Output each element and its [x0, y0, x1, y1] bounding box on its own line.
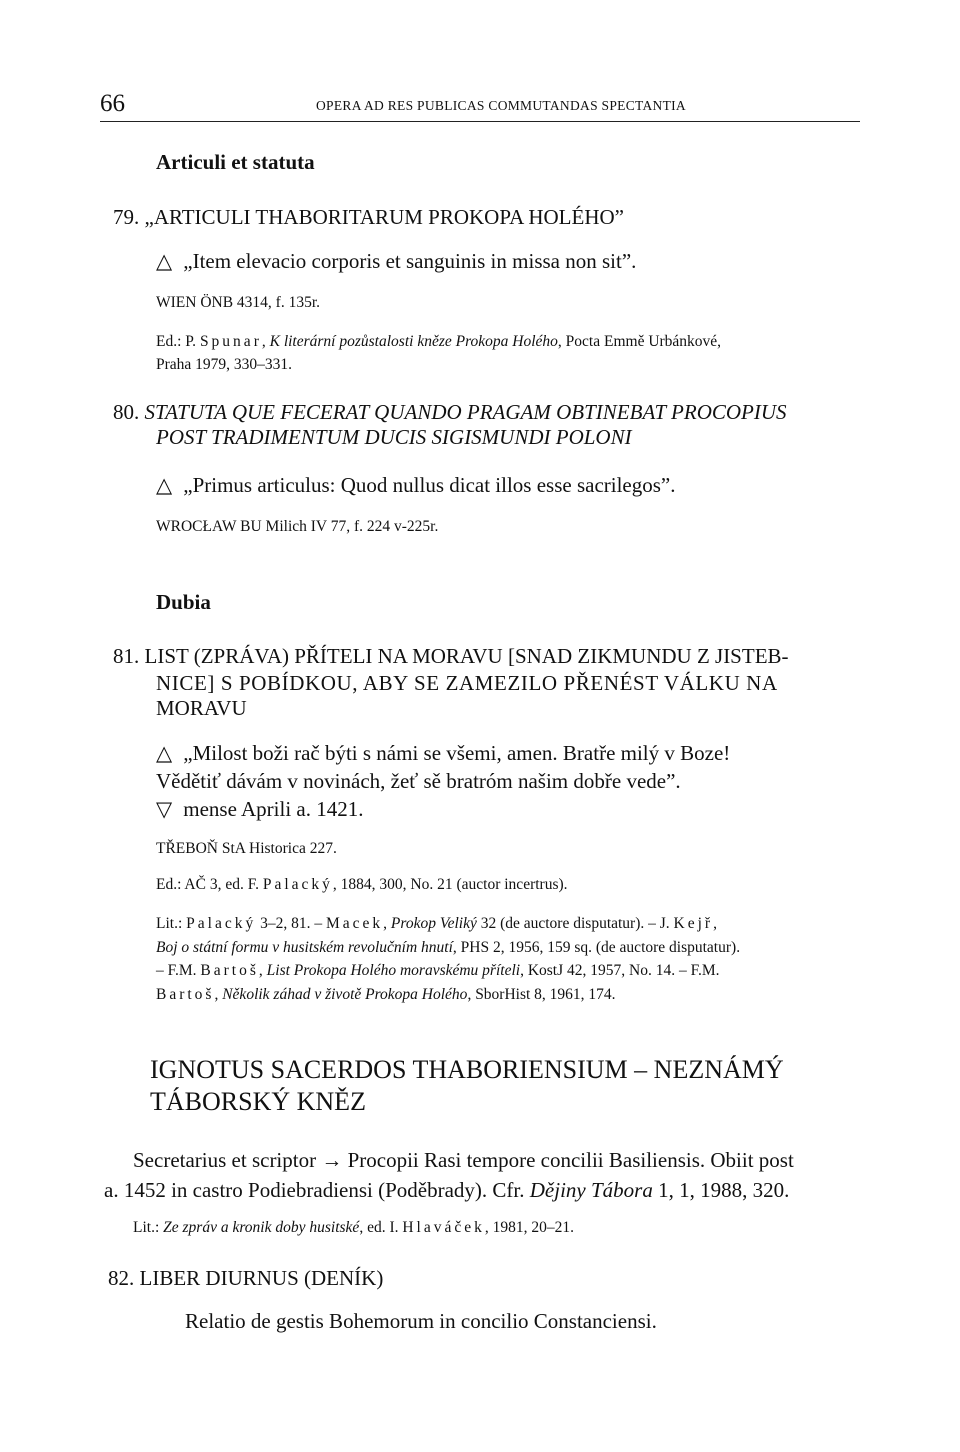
entry-title: STATUTA QUE FECERAT QUANDO PRAGAM OBTINEBAT PROCOPIUS [144, 400, 787, 424]
section-title-articuli: Articuli et statuta [156, 150, 315, 174]
entry-81-title-line2: NICE] S POBÍDKOU, ABY SE ZAMEZILO PŘENÉST VÁLKU NA [156, 671, 778, 695]
lit-title: List Prokopa Holého moravskému příteli [266, 962, 521, 979]
edition-author: Palacký [262, 876, 333, 893]
lit-text: Lit.: [156, 915, 187, 932]
incipit-text: „Item elevacio corporis et sanguinis in missa non sit”. [183, 249, 637, 273]
entry-number: 79. [113, 205, 140, 229]
bio-line2 [104, 1178, 789, 1203]
entry-title: „ARTICULI THABORITARUM PROKOPA HOLÉHO” [144, 205, 624, 229]
section-title-dubia: Dubia [156, 590, 211, 614]
entry-80-manuscript: WROCŁAW BU Milich IV 77, f. 224 v-225r. [156, 518, 439, 535]
lit-author: Palacký [186, 915, 257, 932]
lit-text: , ed. I. [359, 1219, 403, 1236]
entry-81-literature [156, 912, 876, 1006]
incipit-text: „Primus articulus: Quod nullus dicat illos esse sacrilegos”. [183, 473, 676, 497]
edition-sep: , [261, 333, 270, 350]
lit-text: , KostJ 42, 1957, No. 14. – F.M. [520, 962, 720, 979]
lit-title: Prokop Veliký [390, 915, 477, 932]
edition-prefix: Ed.: AČ 3, ed. F. [156, 876, 263, 893]
entry-79-edition-line2: Praha 1979, 330–331. [156, 356, 293, 373]
lit-line [156, 912, 876, 936]
lit-line [156, 936, 876, 960]
lit-title: Boj o státní formu v husitském revolučním hnutí [156, 938, 453, 956]
arrow-right-icon: → [321, 1148, 343, 1172]
bio-text: Procopii Rasi tempore concilii Basiliensis. Obiit post [342, 1148, 794, 1172]
entry-79-manuscript: WIEN ÖNB 4314, f. 135r. [156, 294, 321, 311]
lit-text: , [258, 962, 267, 979]
lit-text: 3–2, 81. – [256, 915, 326, 932]
lit-author: Bartoš [156, 985, 215, 1003]
entry-number: 81. [113, 644, 140, 668]
incipit-triangle-icon: △ [156, 473, 173, 497]
lit-text: , PHS 2, 1956, 159 sq. (de auctore disputatur). [452, 938, 741, 956]
lit-line [156, 983, 876, 1007]
incipit-text: „Milost boži rač býti s námi se všemi, amen. Bratře milý v Boze! [183, 741, 731, 765]
bio-text: Secretarius et scriptor [133, 1148, 322, 1172]
entry-79-title [113, 205, 624, 230]
entry-79-edition-line1 [156, 333, 721, 351]
entry-81-explicit [156, 797, 363, 822]
lit-text: Lit.: [133, 1219, 164, 1236]
entry-82-title [108, 1266, 383, 1291]
entry-title: LIBER DIURNUS (DENÍK) [139, 1266, 384, 1290]
entry-81-incipit-line2: Vědětiť dávám v novinách, žeť sě bratróm našim dobře vede”. [156, 769, 681, 793]
lit-text: , [383, 915, 391, 932]
entry-title: LIST (ZPRÁVA) PŘÍTELI NA MORAVU [SNAD ZIKMUNDU Z JISTEB- [144, 644, 789, 668]
entry-81-title-line3: MORAVU [156, 696, 247, 720]
lit-text: , [214, 985, 223, 1003]
edition-rest: , 1884, 300, No. 21 (auctor incertrus). [332, 876, 568, 893]
author-heading-line1: IGNOTUS SACERDOS THABORIENSIUM – NEZNÁMÝ [150, 1055, 784, 1084]
lit-title: Ze zpráv a kronik doby husitské [163, 1219, 360, 1236]
edition-rest: , Pocta Emmě Urbánkové, [557, 333, 722, 350]
author-heading-line2: TÁBORSKÝ KNĚZ [150, 1087, 366, 1116]
lit-author: Hlaváček [402, 1219, 485, 1236]
lit-title: Několik záhad v životě Prokopa Holého [222, 985, 468, 1003]
lit-text: 32 (de auctore disputatur). – J. [476, 915, 674, 932]
explicit-triangle-down-icon: ▽ [156, 797, 173, 821]
entry-80-title-line2: POST TRADIMENTUM DUCIS SIGISMUNDI POLONI [156, 425, 632, 449]
lit-line [156, 959, 876, 983]
edition-prefix: Ed.: P. [156, 333, 200, 350]
incipit-triangle-icon: △ [156, 741, 173, 765]
explicit-text: mense Aprili a. 1421. [183, 797, 364, 821]
incipit-triangle-icon: △ [156, 249, 173, 273]
entry-80-title-line1 [113, 400, 787, 425]
page-number: 66 [100, 90, 125, 117]
entry-81-manuscript: TŘEBOŇ StA Historica 227. [156, 840, 337, 857]
edition-author: Spunar [199, 333, 262, 350]
entry-80-incipit [156, 473, 676, 498]
entry-82-description: Relatio de gestis Bohemorum in concilio Constanciensi. [185, 1309, 657, 1333]
lit-text: , [713, 915, 717, 932]
entry-number: 82. [108, 1266, 135, 1290]
bio-literature [133, 1219, 574, 1237]
lit-author: Kejř [673, 915, 714, 932]
lit-author: Bartoš [200, 962, 259, 979]
lit-text: , SborHist 8, 1961, 174. [467, 985, 616, 1003]
bio-text: a. 1452 in castro Podiebradiensi (Poděbrady). Cfr. [104, 1178, 530, 1202]
entry-81-edition [156, 876, 568, 894]
edition-title: K literární pozůstalosti kněze Prokopa Holého [269, 333, 558, 350]
bio-text: 1, 1, 1988, 320. [652, 1178, 790, 1202]
entry-81-incipit-line1 [156, 741, 730, 766]
header-rule [100, 121, 860, 122]
bio-title: Dějiny Tábora [529, 1178, 653, 1202]
lit-text: – F.M. [156, 962, 201, 979]
running-title: OPERA AD RES PUBLICAS COMMUTANDAS SPECTANTIA [316, 98, 686, 113]
entry-number: 80. [113, 400, 140, 424]
lit-text: , 1981, 20–21. [484, 1219, 575, 1236]
entry-79-incipit [156, 249, 636, 274]
lit-author: Macek [325, 915, 384, 932]
bio-line1 [133, 1148, 794, 1173]
entry-81-title-line1 [113, 644, 789, 669]
